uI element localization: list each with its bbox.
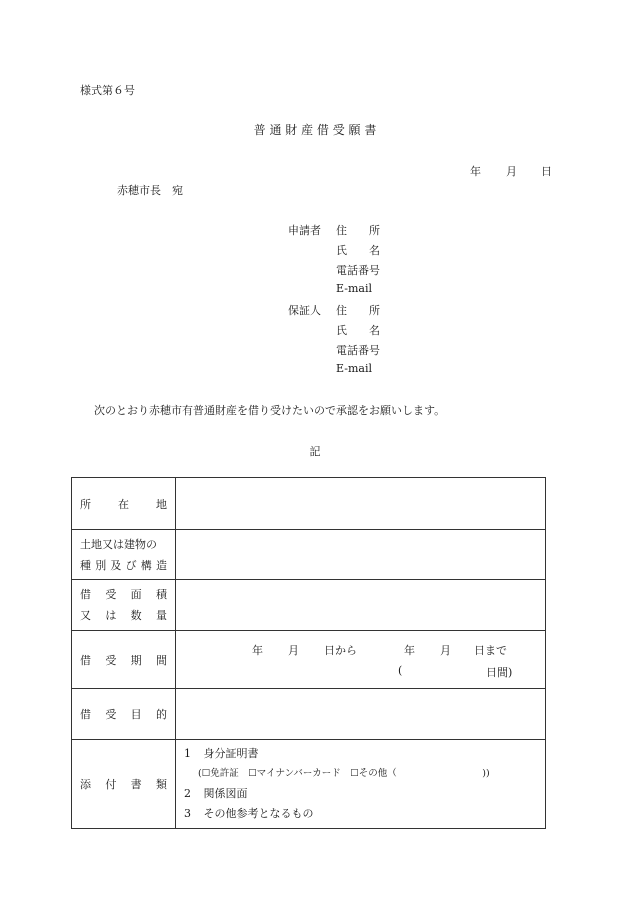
row-location: [72, 478, 546, 530]
document-title: 普 通 財 産 借 受 願 書: [253, 123, 377, 137]
header-char: は: [105, 609, 117, 622]
header-char: 種: [80, 558, 91, 572]
header-char: 地: [156, 497, 167, 511]
header-location: [72, 478, 176, 530]
row-type-structure: [72, 530, 546, 580]
header-char: 所: [80, 497, 91, 511]
value-type-structure[interactable]: [176, 530, 546, 580]
header-char: 積: [155, 588, 167, 601]
attachment-number: 2: [184, 787, 191, 800]
header-area: [72, 580, 176, 631]
header-char: 別: [95, 558, 107, 572]
period-end-month: 月: [440, 643, 451, 657]
value-location[interactable]: [176, 478, 546, 530]
period-end-year: 年: [404, 643, 415, 657]
header-char: 造: [155, 558, 167, 572]
header-char: 受: [105, 653, 117, 667]
row-period: [72, 631, 546, 689]
header-char: 的: [155, 708, 167, 721]
header-type-structure: [72, 530, 176, 580]
header-char: 在: [118, 497, 129, 511]
applicant-label: 申請者: [288, 224, 321, 237]
addressee: 赤穂市長 宛: [117, 184, 183, 197]
header-char: 目: [130, 708, 142, 721]
period-days-label: 日間): [486, 665, 513, 679]
attachment-text: その他参考となるもの: [203, 807, 314, 820]
header-char: 量: [155, 609, 167, 622]
value-area[interactable]: [176, 580, 546, 631]
row-area: [72, 580, 546, 631]
attachment-number: 1: [184, 747, 191, 760]
form-number: 様式第６号: [80, 84, 135, 97]
header-char: 類: [155, 778, 167, 791]
intro-text: 次のとおり赤穂市有普通財産を借り受けたいので承認をお願いします。: [94, 404, 446, 417]
applicant-address-label: 住 所: [336, 224, 380, 237]
attachment-item-2: [184, 784, 537, 804]
header-attachments: [72, 740, 176, 829]
date-month: 月: [506, 165, 517, 178]
date-year: 年: [470, 165, 481, 178]
attachment-text: 関係図面: [203, 787, 248, 800]
applicant-name-label: 氏 名: [336, 244, 380, 257]
header-char: 面: [130, 588, 142, 601]
ki-heading: 記: [309, 445, 321, 458]
header-char: 又: [80, 609, 91, 622]
header-char: 構: [140, 558, 152, 572]
guarantor-phone-label: 電話番号: [336, 344, 380, 357]
applicant-email-label: E-mail: [336, 282, 372, 295]
period-start-year: 年: [252, 643, 263, 657]
header-char: 借: [80, 653, 91, 667]
period-start-day: 日から: [324, 643, 357, 657]
value-purpose[interactable]: [176, 689, 546, 740]
attachment-item-3: [184, 804, 537, 824]
header-char: 数: [130, 609, 142, 622]
period-end-day: 日まで: [474, 643, 507, 657]
header-char: び: [125, 558, 137, 572]
header-char: 間: [155, 653, 167, 667]
attachment-number: 3: [184, 807, 191, 820]
value-period[interactable]: [176, 631, 546, 689]
attachment-item-1: [184, 744, 537, 764]
guarantor-address-label: 住 所: [336, 304, 380, 317]
header-char: 受: [105, 588, 117, 601]
header-purpose: [72, 689, 176, 740]
attachment-text: 身分証明書: [203, 747, 259, 760]
guarantor-name-label: 氏 名: [336, 324, 380, 337]
header-char: 添: [80, 778, 91, 791]
header-char: 書: [130, 778, 142, 791]
header-char: 付: [105, 778, 117, 791]
period-start-month: 月: [288, 643, 299, 657]
date-day: 日: [541, 165, 552, 178]
guarantor-email-label: E-mail: [336, 362, 372, 375]
row-purpose: [72, 689, 546, 740]
applicant-phone-label: 電話番号: [336, 264, 380, 277]
header-char: 受: [105, 708, 117, 721]
guarantor-label: 保証人: [288, 304, 321, 317]
header-char: 期: [130, 653, 142, 667]
period-days-open: (: [398, 663, 403, 677]
row-attachments: [72, 740, 546, 829]
header-char: 借: [80, 588, 91, 601]
header-period: [72, 631, 176, 689]
header-char: 及: [110, 558, 122, 572]
header-char: 借: [80, 708, 91, 721]
application-table: [71, 477, 546, 829]
value-attachments: [176, 740, 546, 829]
id-options[interactable]: (☐免許証 ☐マイナンバーカード ☐その他（ )): [198, 768, 490, 779]
header-line: 土地又は建物の: [80, 537, 157, 551]
